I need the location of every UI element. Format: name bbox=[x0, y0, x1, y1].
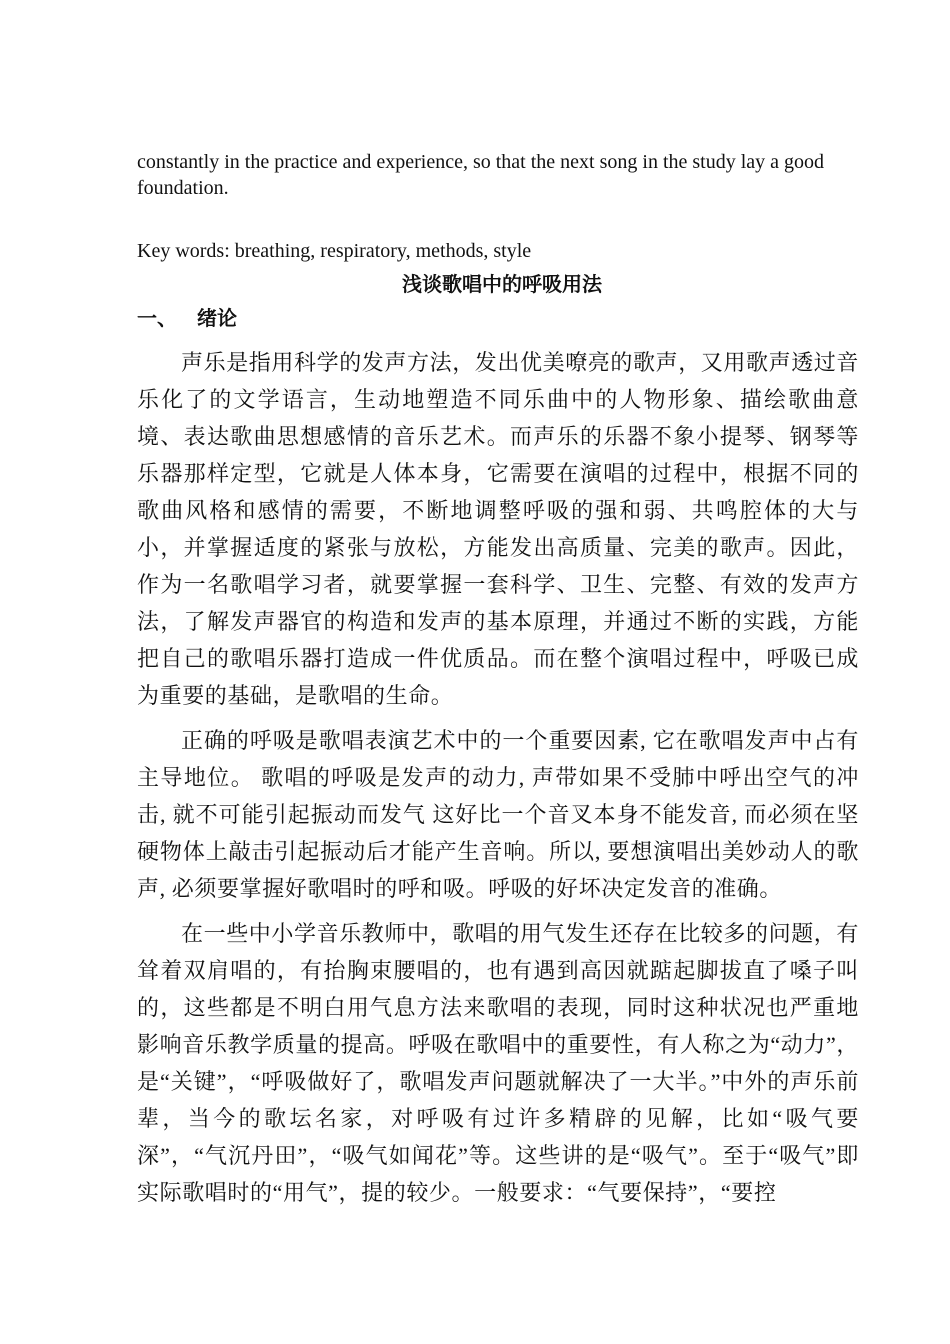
body-text bbox=[137, 344, 859, 1219]
section-heading bbox=[137, 304, 237, 332]
section-number: 一、 bbox=[137, 306, 177, 330]
section-title: 绪论 bbox=[197, 306, 237, 330]
paragraph: 声乐是指用科学的发声方法，发出优美嘹亮的歌声，又用歌声透过音乐化了的文学语言，生动地塑造不同乐曲中的人物形象、描绘歌曲意境、表达歌曲思想感情的音乐艺术。而声乐的乐器不象小提琴、钢琴等乐器那样定型，它就是人体本身，它需要在演唱的过程中，根据不同的歌曲风格和感情的需要，不断地调整呼吸的强和弱、共鸣腔体的大与小，并掌握适度的紧张与放松，方能发出高质量、完美的歌声。因此，作为一名歌唱学习者，就要掌握一套科学、卫生、完整、有效的发声方法，了解发声器官的构造和发声的基本原理，并通过不断的实践，方能把自己的歌唱乐器打造成一件优质品。而在整个演唱过程中，呼吸已成为重要的基础，是歌唱的生命。 bbox=[137, 350, 860, 708]
paragraph: 在一些中小学音乐教师中，歌唱的用气发生还存在比较多的问题，有耸着双肩唱的，有抬胸束腰唱的，也有遇到高因就踮起脚拔直了嗓子叫的，这些都是不明白用气息方法来歌唱的表现，同时这种状况也严重地影响音乐教学质量的提高。呼吸在歌唱中的重要性，有人称之为“动力”，是“关键”，“呼吸做好了，歌唱发声问题就解决了一大半。”中外的声乐前辈，当今的歌坛名家，对呼吸有过许多精辟的见解，比如“吸气要深”，“气沉丹田”，“吸气如闻花”等。这些讲的是“吸气”。至于“吸气”即实际歌唱时的“用气”，提的较少。一般要求：“气要保持”，“要控 bbox=[137, 921, 860, 1205]
document-title: 浅谈歌唱中的呼吸用法 bbox=[402, 272, 602, 296]
keywords-line: Key words: breathing, respiratory, methods, style bbox=[137, 240, 532, 262]
paragraph: 正确的呼吸是歌唱表演艺术中的一个重要因素, 它在歌唱发声中占有主导地位。 歌唱的呼吸是发声的动力, 声带如果不受肺中呼出空气的冲击, 就不可能引起振动而发气 这好比一个音叉本身不能发音, 而必须在坚硬物体上敲击引起振动后才能产生音响。所以, 要想演唱出美妙动人的歌声, 必须要掌握好歌唱时的呼和吸。呼吸的好坏决定发音的准确。 bbox=[137, 728, 859, 901]
abstract-continuation: constantly in the practice and experience, so that the next song in the study lay a good foundation. bbox=[137, 151, 825, 199]
